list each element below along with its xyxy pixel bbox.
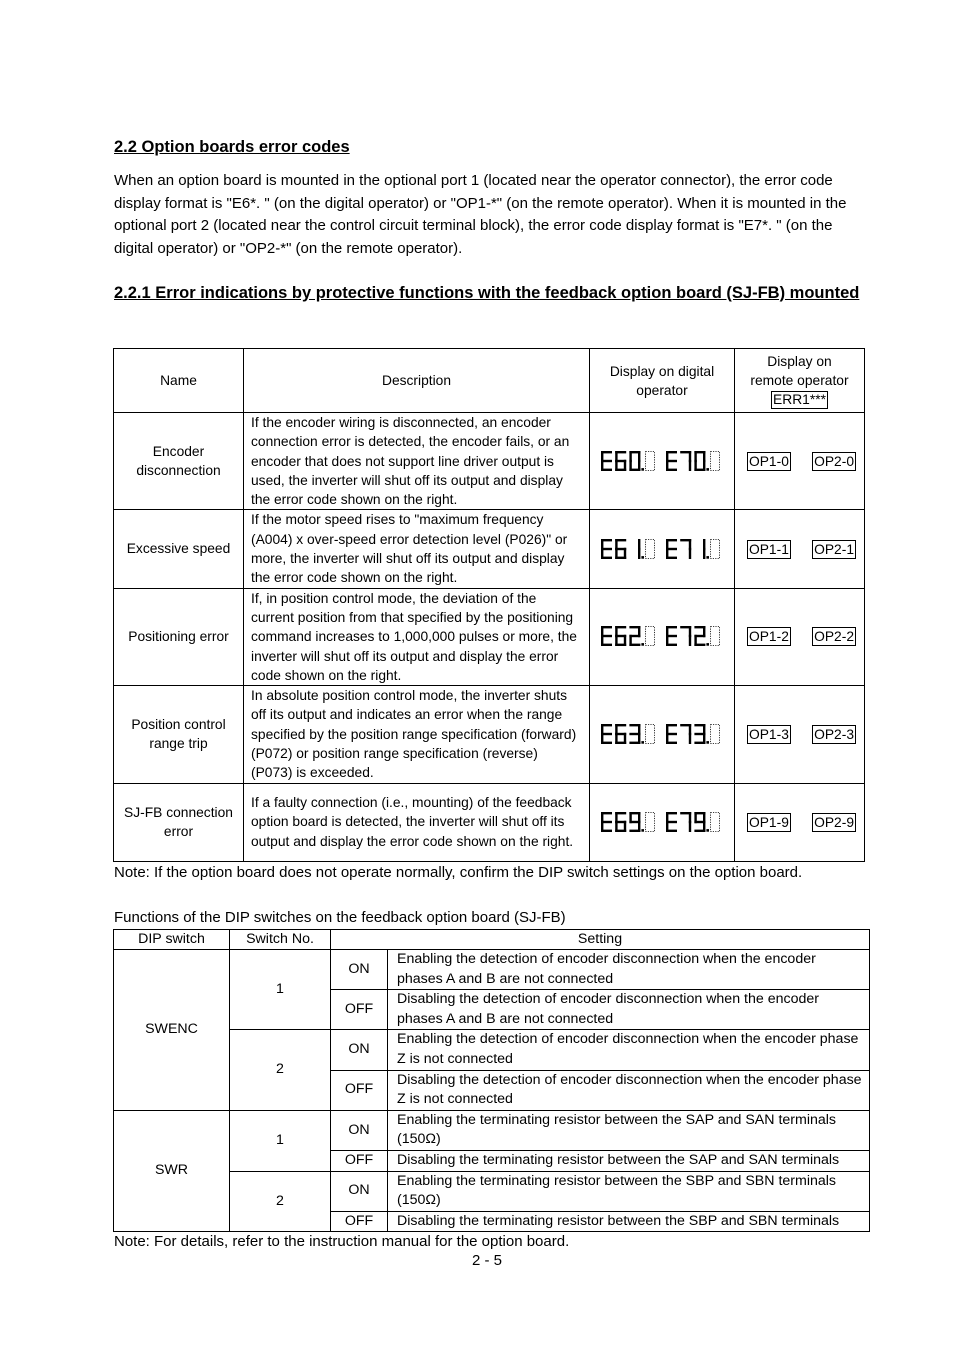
segment-0-f (694, 451, 696, 462)
segment-1-c (638, 547, 640, 558)
seven-segment-display (666, 451, 723, 472)
dip-setting-text: Disabling the terminating resistor between the SAP and SAN terminals (388, 1150, 870, 1171)
segment-6-g (615, 733, 626, 735)
dip-table-caption: Functions of the DIP switches on the feedback option board (SJ-FB) (114, 909, 566, 926)
note-dip-check: Note: If the option board does not operate normally, confirm the DIP switch settings on the option board. (114, 864, 803, 881)
dip-setting-text: Enabling the terminating resistor between the SBP and SBN terminals (150Ω) (388, 1171, 870, 1211)
remote-code-op2: OP2-9 (814, 814, 854, 830)
table-row (114, 950, 870, 990)
unlit-digit-outline (711, 724, 720, 743)
remote-code-op2: OP2-3 (814, 726, 854, 742)
dip-swr: SWR (114, 1110, 230, 1232)
unlit-digit-outline (711, 539, 720, 558)
remote-code-op1: OP1-3 (749, 726, 789, 742)
seven-segment-display (666, 626, 723, 647)
segment-3-d (630, 741, 641, 743)
segment-2-g (630, 635, 641, 637)
unlit-digit-outline (711, 627, 720, 646)
seven-segment-code (666, 724, 723, 745)
dip-state-on: ON (331, 1171, 388, 1211)
segment-dot (642, 829, 645, 832)
row-name: SJ-FB connection error (114, 783, 244, 861)
segment-7-c (689, 460, 691, 471)
segment-dot (706, 644, 709, 647)
segment-dot (706, 556, 709, 559)
segment-E-g (666, 733, 677, 735)
segment-dot (706, 468, 709, 471)
segment-6-g (615, 547, 626, 549)
remote-code-op1: OP1-9 (749, 814, 789, 830)
subsection-heading: 2.2.1 Error indications by protective functions with the feedback option board (SJ-FB) mounted (114, 284, 860, 302)
dip-header-switch-no: Switch No. (230, 930, 331, 950)
segment-6-g (615, 820, 626, 822)
remote-code-op2: OP2-1 (814, 541, 854, 557)
table-row (114, 588, 865, 685)
remote-code-op1: OP1-2 (749, 629, 789, 645)
row-remote-display (735, 413, 865, 510)
segment-E-g (601, 460, 612, 462)
segment-E-g (666, 635, 677, 637)
segment-E-g (601, 547, 612, 549)
segment-dot (642, 741, 645, 744)
header-remote-code: ERR1*** (773, 392, 826, 407)
dip-switch-no: 2 (230, 1171, 331, 1232)
unlit-digit-outline (646, 812, 655, 831)
seven-segment-code (601, 539, 658, 560)
segment-0-f (630, 451, 632, 462)
note-refer-manual: Note: For details, refer to the instruction manual for the option board. (114, 1233, 570, 1250)
row-description: If the encoder wiring is disconnected, an encoder connection error is detected, the encoder fails, or an encoder that does not support line driver output is used, the inverter will shut off its output and display the error code shown on the right. (244, 413, 590, 510)
unlit-digit-outline (646, 539, 655, 558)
segment-dot (706, 741, 709, 744)
remote-code-op2: OP2-2 (814, 629, 854, 645)
dip-state-off: OFF (331, 1070, 388, 1110)
seven-segment-display (601, 539, 658, 560)
row-name: Encoder disconnection (114, 413, 244, 510)
segment-E-g (666, 820, 677, 822)
header-digital-display: Display on digital operator (590, 349, 735, 413)
seven-segment-code (601, 812, 658, 833)
segment-3-d (694, 741, 705, 743)
unlit-digit-outline (711, 812, 720, 831)
segment-2-g (694, 635, 705, 637)
segment-7-c (689, 547, 691, 558)
segment-dot (642, 556, 645, 559)
dip-header-dip: DIP switch (114, 930, 230, 950)
row-remote-display (735, 588, 865, 685)
remote-code-op2: OP2-0 (814, 453, 854, 469)
table-row (114, 510, 865, 588)
dip-swenc: SWENC (114, 950, 230, 1111)
section-heading: 2.2 Option boards error codes (114, 138, 350, 156)
row-digital-display (590, 588, 735, 685)
row-remote-display (735, 783, 865, 861)
dip-setting-text: Disabling the detection of encoder disconnection when the encoder phase Z is not connected (388, 1070, 870, 1110)
dip-setting-text: Enabling the detection of encoder disconnection when the encoder phases A and B are not connected (388, 950, 870, 990)
segment-7-c (689, 820, 691, 831)
dip-switch-no: 2 (230, 1030, 331, 1110)
dip-state-off: OFF (331, 1150, 388, 1171)
dip-switch-no: 1 (230, 950, 331, 1030)
header-description: Description (244, 349, 590, 413)
seven-segment-display (601, 451, 658, 472)
table-row (114, 1110, 870, 1150)
seven-segment-display (601, 724, 658, 745)
header-remote-line2: remote operator (750, 373, 849, 388)
segment-7-c (689, 733, 691, 744)
segment-3-g (630, 733, 641, 735)
row-digital-display (590, 510, 735, 588)
segment-6-g (615, 460, 626, 462)
seven-segment-display (601, 812, 658, 833)
row-description: If the motor speed rises to "maximum frequency (A004) x over-speed error detection level (P026)" or more, the inverter will shut off its output and display the error code shown on the right. (244, 510, 590, 588)
section-paragraph: When an option board is mounted in the optional port 1 (located near the operator connector), the error code display format is "E6*. " (on the digital operator) or "OP1-*" (on the remote operator). When it is mounted in the optional port 2 (located near the control circuit terminal block), the error code display format is "E7*. " (on the digital operator) or "OP2-*" (on the remote operator). (114, 172, 847, 257)
dip-header-setting: Setting (331, 930, 870, 950)
table-row (114, 783, 865, 861)
row-name: Excessive speed (114, 510, 244, 588)
seven-segment-code (601, 724, 658, 745)
segment-E-g (601, 733, 612, 735)
dip-state-on: ON (331, 1030, 388, 1070)
seven-segment-code (601, 451, 658, 472)
seven-segment-display (601, 626, 658, 647)
segment-9-g (630, 820, 641, 822)
seven-segment-display (666, 724, 723, 745)
dip-setting-text: Enabling the detection of encoder disconnection when the encoder phase Z is not connected (388, 1030, 870, 1070)
segment-E-g (666, 460, 677, 462)
segment-E-g (601, 820, 612, 822)
row-digital-display (590, 686, 735, 783)
segment-dot (706, 829, 709, 832)
header-remote-display (735, 349, 865, 413)
error-code-table (113, 348, 865, 862)
segment-6-g (615, 635, 626, 637)
unlit-digit-outline (646, 451, 655, 470)
row-digital-display (590, 413, 735, 510)
page-number: 2 - 5 (472, 1252, 503, 1269)
seven-segment-display (666, 812, 723, 833)
segment-E-g (601, 635, 612, 637)
dip-header-row (114, 930, 870, 950)
seven-segment-code (601, 626, 658, 647)
segment-dot (642, 468, 645, 471)
segment-9-d (630, 829, 641, 831)
dip-setting-text: Enabling the terminating resistor between the SAP and SAN terminals (150Ω) (388, 1110, 870, 1150)
seven-segment-code (666, 626, 723, 647)
row-name: Position control range trip (114, 686, 244, 783)
unlit-digit-outline (711, 451, 720, 470)
dip-state-on: ON (331, 950, 388, 990)
seven-segment-display (666, 539, 723, 560)
segment-3-g (694, 733, 705, 735)
table-row (114, 686, 865, 783)
seven-segment-code (666, 539, 723, 560)
segment-9-d (694, 829, 705, 831)
dip-switch-no: 1 (230, 1110, 331, 1171)
segment-dot (642, 644, 645, 647)
unlit-digit-outline (646, 724, 655, 743)
dip-state-off: OFF (331, 1211, 388, 1232)
header-remote-line1: Display on (767, 354, 832, 369)
row-digital-display (590, 783, 735, 861)
segment-9-g (694, 820, 705, 822)
dip-switch-table (113, 929, 870, 1232)
dip-state-off: OFF (331, 990, 388, 1030)
table-header-row (114, 349, 865, 413)
segment-E-g (666, 547, 677, 549)
dip-state-on: ON (331, 1110, 388, 1150)
row-description: In absolute position control mode, the inverter shuts off its output and indicates an error when the range specified by the position range specification (forward) (P072) or position range specification (reverse) (P073) is exceeded. (244, 686, 590, 783)
dip-setting-text: Disabling the detection of encoder disconnection when the encoder phases A and B are not connected (388, 990, 870, 1030)
remote-code-op1: OP1-0 (749, 453, 789, 469)
table-row (114, 413, 865, 510)
row-description: If, in position control mode, the deviation of the current position from that specified by the positioning command increases to 1,000,000 pulses or more, the inverter will shut off its output and display the error code shown on the right. (244, 588, 590, 685)
remote-code-op1: OP1-1 (749, 541, 789, 557)
row-remote-display (735, 510, 865, 588)
seven-segment-code (666, 451, 723, 472)
segment-7-c (689, 635, 691, 646)
seven-segment-code (666, 812, 723, 833)
row-description: If a faulty connection (i.e., mounting) of the feedback option board is detected, the inverter will shut off its output and display the error code shown on the right. (244, 783, 590, 861)
segment-1-c (703, 547, 705, 558)
dip-setting-text: Disabling the terminating resistor between the SBP and SBN terminals (388, 1211, 870, 1232)
row-remote-display (735, 686, 865, 783)
row-name: Positioning error (114, 588, 244, 685)
unlit-digit-outline (646, 627, 655, 646)
header-name: Name (114, 349, 244, 413)
